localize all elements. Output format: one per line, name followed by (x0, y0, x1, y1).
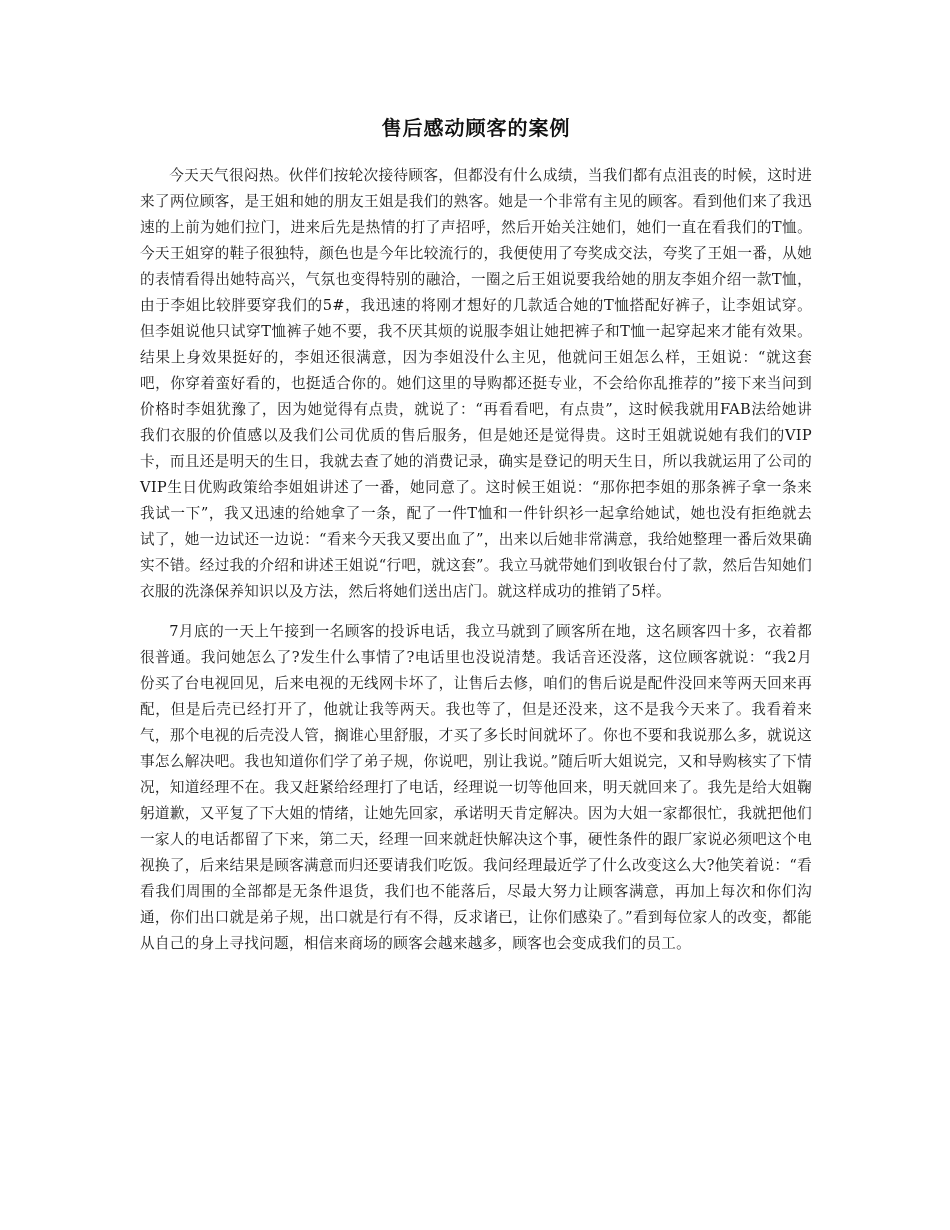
paragraph-2: 7月底的一天上午接到一名顾客的投诉电话，我立马就到了顾客所在地，这名顾客四十多，衣着都很普通。我问她怎么了?发生什么事情了?电话里也没说清楚。我话音还没落，这位顾客就说：“我2月份买了台电视回见，后来电视的无线网卡坏了，让售后去修，咱们的售后说是配件没回来等两天回来再配，但是后壳已经打开了，他就让我等两天。我也等了，但是还没来，这不是我今天来了。我看着来气，那个电视的后壳没人管，搁谁心里舒服，才买了多长时间就坏了。你也不要和我说那么多，就说这事怎么解决吧。我也知道你们学了弟子规，你说吧，别让我说。”随后听大姐说完，又和导购核实了下情况，知道经理不在。我又赶紧给经理打了电话，经理说一切等他回来，明天就回来了。我先是给大姐鞠躬道歉，又平复了下大姐的情绪，让她先回家，承诺明天肯定解决。因为大姐一家都很忙，我就把他们一家人的电话都留了下来，第二天，经理一回来就赶快解决这个事，硬性条件的跟厂家说必须吧这个电视换了，后来结果是顾客满意而归还要请我们吃饭。我问经理最近学了什么改变这么大?他笑着说：“看看我们周围的全部都是无条件退货，我们也不能落后，尽最大努力让顾客满意，再加上每次和你们沟通，你们出口就是弟子规，出口就是行有不得，反求诸已，让你们感染了。”看到每位家人的改变，都能从自己的身上寻找问题，相信来商场的顾客会越来越多，顾客也会变成我们的员工。 (140, 623, 812, 952)
document-title: 售后感动顾客的案例 (381, 116, 571, 140)
document-page (140, 112, 812, 971)
paragraph-1: 今天天气很闷热。伙伴们按轮次接待顾客，但都没有什么成绩，当我们都有点沮丧的时候，这时进来了两位顾客，是王姐和她的朋友王姐是我们的熟客。她是一个非常有主见的顾客。看到他们来了我迅速的上前为她们拉门，进来后先是热情的打了声招呼，然后开始关注她们，她们一直在看我们的T恤。今天王姐穿的鞋子很独特，颜色也是今年比较流行的，我便使用了夸奖成交法，夸奖了王姐一番，从她的表情看得出她特高兴，气氛也变得特别的融洽，一圈之后王姐说要我给她的朋友李姐介绍一款T恤，由于李姐比较胖要穿我们的5#，我迅速的将刚才想好的几款适合她的T恤搭配好裤子，让李姐试穿。但李姐说他只试穿T恤裤子她不要，我不厌其烦的说服李姐让她把裤子和T恤一起穿起来才能有效果。结果上身效果挺好的，李姐还很满意，因为李姐没什么主见，他就问王姐怎么样，王姐说：“就这套吧，你穿着蛮好看的，也挺适合你的。她们这里的导购都还挺专业，不会给你乱推荐的”接下来当问到价格时李姐犹豫了，因为她觉得有点贵，就说了：“再看看吧，有点贵”，这时候我就用FAB法给她讲我们衣服的价值感以及我们公司优质的售后服务，但是她还是觉得贵。这时王姐就说她有我们的VIP卡，而且还是明天的生日，我就去查了她的消费记录，确实是登记的明天生日，所以我就运用了公司的VIP生日优购政策给李姐姐讲述了一番，她同意了。这时候王姐说：“那你把李姐的那条裤子拿一条来我试一下”，我又迅速的给她拿了一条，配了一件T恤和一件针织衫一起拿给她试，她也没有拒绝就去试了，她一边试还一边说：“看来今天我又要出血了”，出来以后她非常满意，我给她整理一番后效果确实不错。经过我的介绍和讲述王姐说“行吧，就这套”。我立马就带她们到收银台付了款，然后告知她们衣服的洗涤保养知识以及方法，然后将她们送出店门。就这样成功的推销了5样。 (140, 167, 812, 600)
